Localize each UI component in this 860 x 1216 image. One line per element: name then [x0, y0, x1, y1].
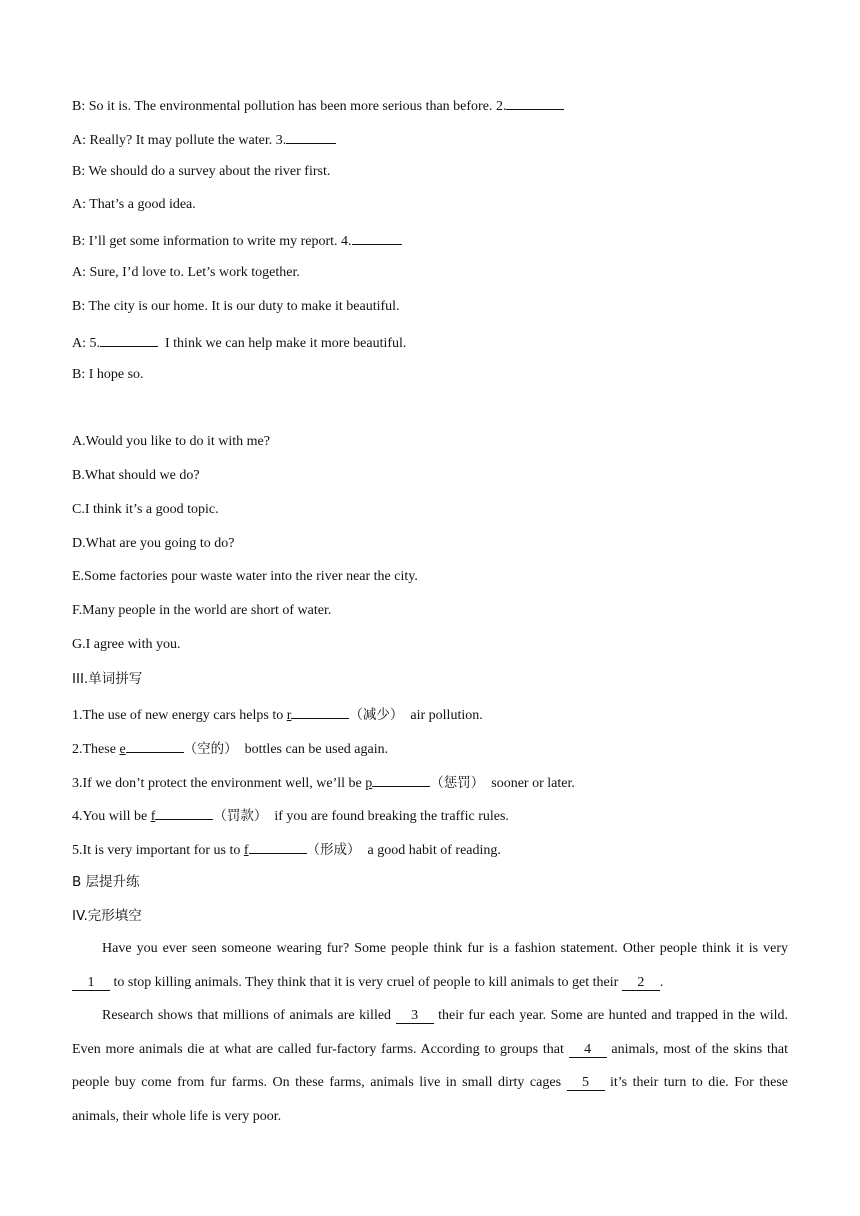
answer-blank[interactable] [352, 230, 402, 245]
spelling-item: 1.The use of new energy cars helps to r （减少） air pollution. [72, 704, 483, 725]
option-item: A.Would you like to do it with me? [72, 434, 270, 449]
section-heading: IV.完形填空 [72, 908, 142, 924]
option-item: D.What are you going to do? [72, 536, 235, 551]
spelling-item: 3.If we don’t protect the environment well, we’ll be p （惩罚） sooner or later. [72, 772, 575, 793]
answer-blank[interactable] [286, 129, 336, 144]
answer-blank[interactable] [155, 805, 213, 820]
spelling-item: 5.It is very important for us to f （形成） a good habit of reading. [72, 839, 501, 860]
section-heading: III.单词拼写 [72, 671, 143, 687]
cloze-gap[interactable]: 5 [567, 1075, 605, 1091]
option-item: C.I think it’s a good topic. [72, 502, 219, 517]
answer-blank[interactable] [126, 738, 184, 753]
cloze-gap[interactable]: 4 [569, 1042, 607, 1058]
level-heading: B 层提升练 [72, 874, 140, 890]
dialogue-line: B: So it is. The environmental pollution has been more serious than before. 2. [72, 95, 564, 116]
cloze-gap[interactable]: 3 [396, 1008, 434, 1024]
dialogue-line: B: We should do a survey about the river first. [72, 164, 331, 179]
cloze-paragraph: Research shows that millions of animals are killed 3 their fur each year. Some are hunted and trapped in the wild. Even more animals die at what are called fur-factory farms. According to groups that 4 animals, most of the skins that people buy come from fur farms. On these farms, animals live in small dirty cages 5 it’s their turn to die. For these animals, their whole life is very poor. [72, 1008, 789, 1125]
answer-blank[interactable] [249, 839, 307, 854]
answer-blank[interactable] [506, 95, 564, 110]
dialogue-line: A: 5. I think we can help make it more beautiful. [72, 332, 406, 353]
answer-blank[interactable] [291, 704, 349, 719]
option-item: F.Many people in the world are short of water. [72, 603, 332, 618]
dialogue-line: A: Sure, I’d love to. Let’s work together. [72, 265, 300, 280]
dialogue-line: A: That’s a good idea. [72, 197, 196, 212]
dialogue-line: A: Really? It may pollute the water. 3. [72, 129, 336, 150]
spelling-item: 4.You will be f （罚款） if you are found breaking the traffic rules. [72, 805, 509, 826]
answer-blank[interactable] [100, 332, 158, 347]
option-item: G.I agree with you. [72, 637, 181, 652]
cloze-paragraph: Have you ever seen someone wearing fur? Some people think fur is a fashion statement. Other people think it is very 1 to stop killing animals. They think that it is very cruel of people to kill animals to get their 2 . [72, 932, 788, 999]
option-item: B.What should we do? [72, 468, 200, 483]
cloze-gap[interactable]: 2 [622, 975, 660, 991]
answer-blank[interactable] [372, 772, 430, 787]
cloze-gap[interactable]: 1 [72, 975, 110, 991]
spelling-item: 2.These e （空的） bottles can be used again. [72, 738, 388, 759]
dialogue-line: B: I’ll get some information to write my report. 4. [72, 230, 402, 251]
dialogue-line: B: I hope so. [72, 367, 144, 382]
option-item: E.Some factories pour waste water into the river near the city. [72, 569, 418, 584]
dialogue-line: B: The city is our home. It is our duty to make it beautiful. [72, 299, 400, 314]
